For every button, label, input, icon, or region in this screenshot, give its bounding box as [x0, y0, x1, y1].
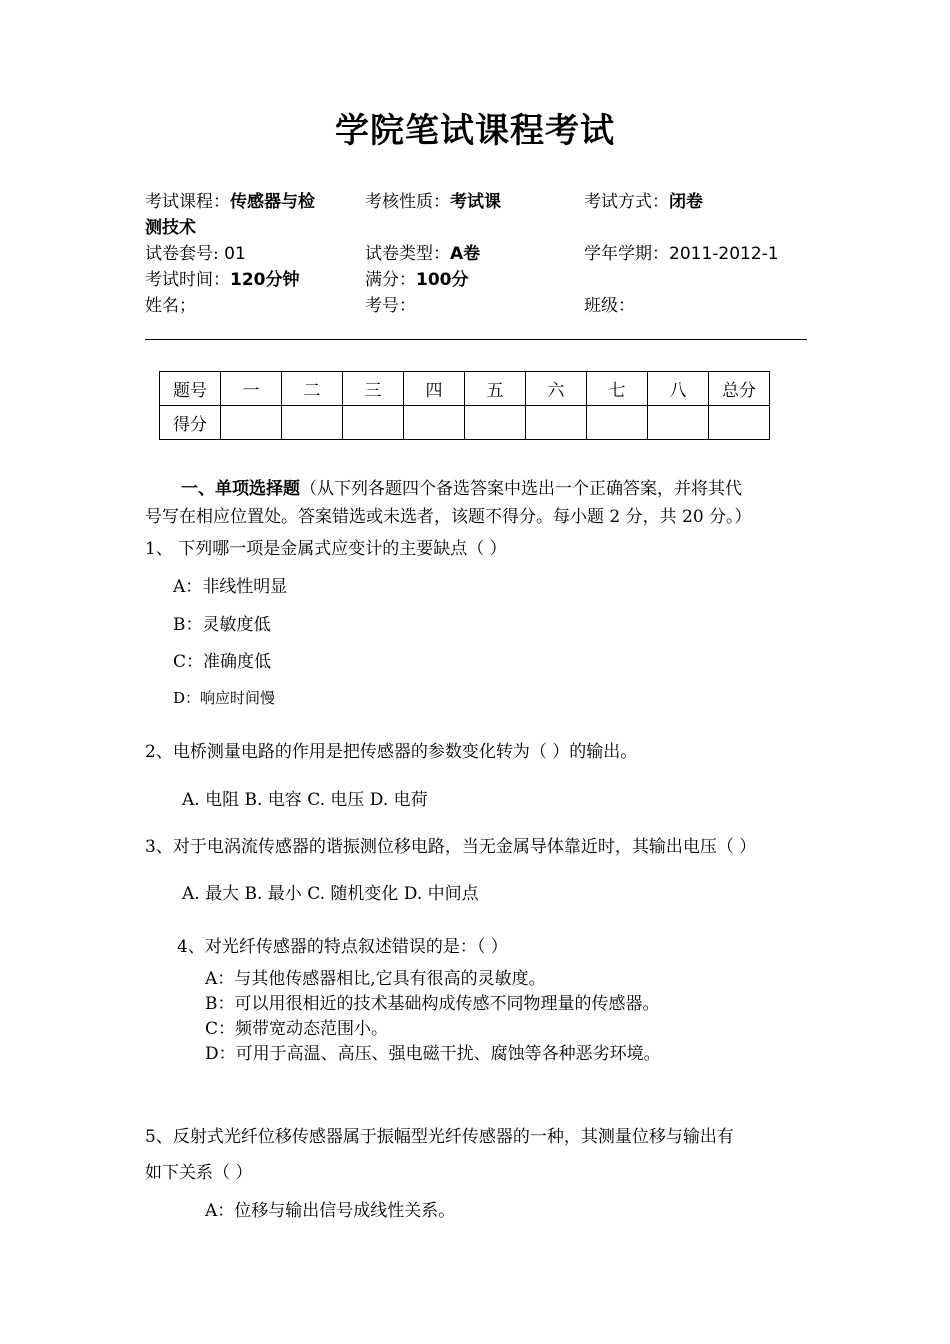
term-field — [584, 241, 779, 267]
score-cell — [343, 406, 404, 440]
section-instruction: （从下列各题四个备选答案中选出一个正确答案，并将其代 — [300, 479, 742, 499]
course-field — [145, 189, 315, 215]
page-title: 学院笔试课程考试 — [335, 111, 615, 151]
score-header-cell: 五 — [465, 372, 526, 406]
score-table-score-row — [160, 406, 770, 440]
course-label: 考试课程： — [145, 192, 230, 212]
question-5-line-1: 5、反射式光纤位移传感器属于振幅型光纤传感器的一种，其测量位移与输出有 — [145, 1127, 734, 1147]
question-5-option-a: A：位移与输出信号成线性关系。 — [205, 1201, 456, 1221]
student-id-label: 考号： — [365, 296, 416, 316]
score-cell — [526, 406, 587, 440]
time-field — [145, 267, 300, 293]
name-label: 姓名； — [145, 296, 196, 316]
course-value-2: 测技术 — [145, 218, 196, 238]
score-header-cell: 总分 — [709, 372, 770, 406]
course-value: 传感器与检 — [230, 192, 315, 212]
score-cell — [221, 406, 282, 440]
question-3: 3、对于电涡流传感器的谐振测位移电路，当无金属导体靠近时，其输出电压（ ） — [145, 837, 757, 857]
header-divider — [145, 339, 807, 340]
score-header-cell: 七 — [587, 372, 648, 406]
score-header-cell: 四 — [404, 372, 465, 406]
question-1-option-a: A：非线性明显 — [173, 577, 288, 597]
score-row-label: 得分 — [160, 406, 221, 440]
time-label: 考试时间： — [145, 270, 230, 290]
question-1-option-d: D：响应时间慢 — [173, 689, 276, 707]
question-1: 1、 下列哪一项是金属式应变计的主要缺点（ ） — [145, 539, 507, 559]
section-instruction-line-1 — [181, 474, 742, 499]
set-value: 01 — [218, 244, 246, 264]
score-header-cell: 题号 — [160, 372, 221, 406]
score-header-cell: 二 — [282, 372, 343, 406]
nature-field — [365, 189, 501, 215]
score-header-cell: 一 — [221, 372, 282, 406]
term-value: 2011-2012-1 — [669, 244, 779, 264]
term-label: 学年学期： — [584, 244, 669, 264]
course-value-cont — [145, 215, 196, 241]
score-cell — [465, 406, 526, 440]
question-3-options: A. 最大 B. 最小 C. 随机变化 D. 中间点 — [182, 884, 479, 904]
mode-value: 闭卷 — [669, 192, 703, 212]
question-4-option-c: C：频带宽动态范围小。 — [205, 1019, 389, 1039]
score-cell — [282, 406, 343, 440]
question-4-option-b: B：可以用很相近的技术基础构成传感不同物理量的传感器。 — [205, 994, 660, 1014]
question-2: 2、电桥测量电路的作用是把传感器的参数变化转为（ ）的输出。 — [145, 742, 638, 762]
score-header-cell: 八 — [648, 372, 709, 406]
nature-value: 考试课 — [450, 192, 501, 212]
full-score-label: 满分： — [365, 270, 416, 290]
section-instruction-line-2: 号写在相应位置处。答案错选或未选者，该题不得分。每小题 2 分，共 20 分。） — [145, 507, 752, 527]
section-heading: 一、单项选择题 — [181, 479, 300, 499]
question-4-option-a: A：与其他传感器相比,它具有很高的灵敏度。 — [205, 969, 546, 989]
score-table-header-row — [160, 372, 770, 406]
question-1-option-c: C：准确度低 — [173, 652, 272, 672]
score-cell — [648, 406, 709, 440]
score-header-cell: 六 — [526, 372, 587, 406]
nature-label: 考核性质： — [365, 192, 450, 212]
question-1-option-b: B：灵敏度低 — [173, 615, 271, 635]
type-value: A卷 — [450, 244, 481, 264]
set-label: 试卷套号: — [145, 244, 219, 264]
score-cell — [709, 406, 770, 440]
mode-label: 考试方式： — [584, 192, 669, 212]
score-header-cell: 三 — [343, 372, 404, 406]
question-2-options: A. 电阻 B. 电容 C. 电压 D. 电荷 — [182, 790, 428, 810]
class-label: 班级： — [584, 296, 635, 316]
time-value: 120分钟 — [230, 270, 300, 290]
question-4: 4、对光纤传感器的特点叙述错误的是：（ ） — [177, 937, 508, 957]
score-table — [159, 371, 770, 440]
full-score-value: 100分 — [416, 270, 469, 290]
set-field — [145, 241, 246, 267]
full-score-field — [365, 267, 469, 293]
type-label: 试卷类型： — [365, 244, 450, 264]
type-field — [365, 241, 480, 267]
score-cell — [404, 406, 465, 440]
mode-field — [584, 189, 703, 215]
score-cell — [587, 406, 648, 440]
question-4-option-d: D：可用于高温、高压、强电磁干扰、腐蚀等各种恶劣环境。 — [205, 1044, 661, 1064]
question-5-line-2: 如下关系（ ） — [145, 1163, 253, 1183]
